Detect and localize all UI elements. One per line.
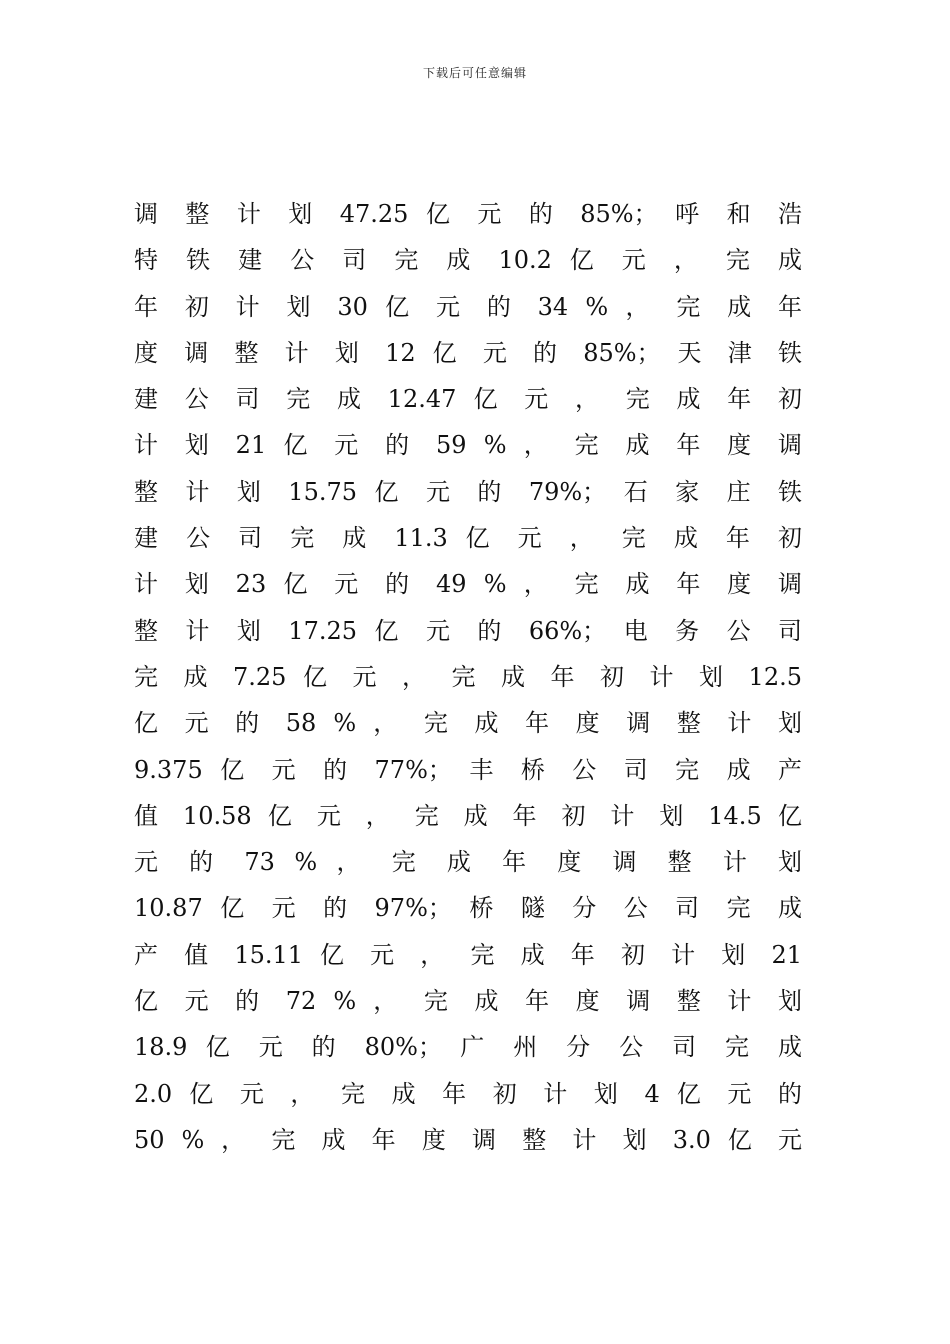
- text-line: 度 调 整 计 划 12 亿 元 的 85%； 天 津 铁: [134, 338, 802, 367]
- text-line: 2.0 亿 元 ， 完 成 年 初 计 划 4 亿 元 的: [134, 1079, 802, 1108]
- page-header: 下载后可任意编辑: [422, 66, 527, 80]
- text-line: 建 公 司 完 成 11.3 亿 元 ， 完 成 年 初: [134, 524, 802, 553]
- text-line: 亿 元 的 58 % ， 完 成 年 度 调 整 计 划: [134, 709, 802, 738]
- text-line: 调 整 计 划 47.25 亿 元 的 85%； 呼 和 浩: [134, 200, 802, 228]
- text-line: 10.87 亿 元 的 97%； 桥 隧 分 公 司 完 成: [134, 894, 802, 923]
- text-line: 元 的 73 % ， 完 成 年 度 调 整 计 划: [134, 848, 802, 877]
- text-line: 计 划 21 亿 元 的 59 % ， 完 成 年 度 调: [134, 431, 802, 460]
- text-line: 9.375 亿 元 的 77%； 丰 桥 公 司 完 成 产: [134, 755, 802, 784]
- text-line: 50 % ， 完 成 年 度 调 整 计 划 3.0 亿 元: [134, 1125, 802, 1154]
- document-body: [134, 191, 802, 1163]
- text-line: 亿 元 的 72 % ， 完 成 年 度 调 整 计 划: [134, 987, 802, 1016]
- text-line: 18.9 亿 元 的 80%； 广 州 分 公 司 完 成: [134, 1033, 802, 1062]
- text-line: 年 初 计 划 30 亿 元 的 34 % ， 完 成 年: [134, 292, 802, 321]
- text-line: 计 划 23 亿 元 的 49 % ， 完 成 年 度 调: [134, 570, 802, 599]
- text-line: 值 10.58 亿 元 ， 完 成 年 初 计 划 14.5 亿: [134, 801, 802, 830]
- text-line: 整 计 划 15.75 亿 元 的 79%； 石 家 庄 铁: [134, 477, 802, 506]
- text-line: 建 公 司 完 成 12.47 亿 元 ， 完 成 年 初: [134, 385, 802, 414]
- text-line: 整 计 划 17.25 亿 元 的 66%； 电 务 公 司: [134, 616, 802, 645]
- text-line: 产 值 15.11 亿 元 ， 完 成 年 初 计 划 21: [134, 940, 802, 969]
- text-line: 完 成 7.25 亿 元 ， 完 成 年 初 计 划 12.5: [134, 662, 802, 691]
- text-line: 特 铁 建 公 司 完 成 10.2 亿 元 ， 完 成: [134, 246, 802, 275]
